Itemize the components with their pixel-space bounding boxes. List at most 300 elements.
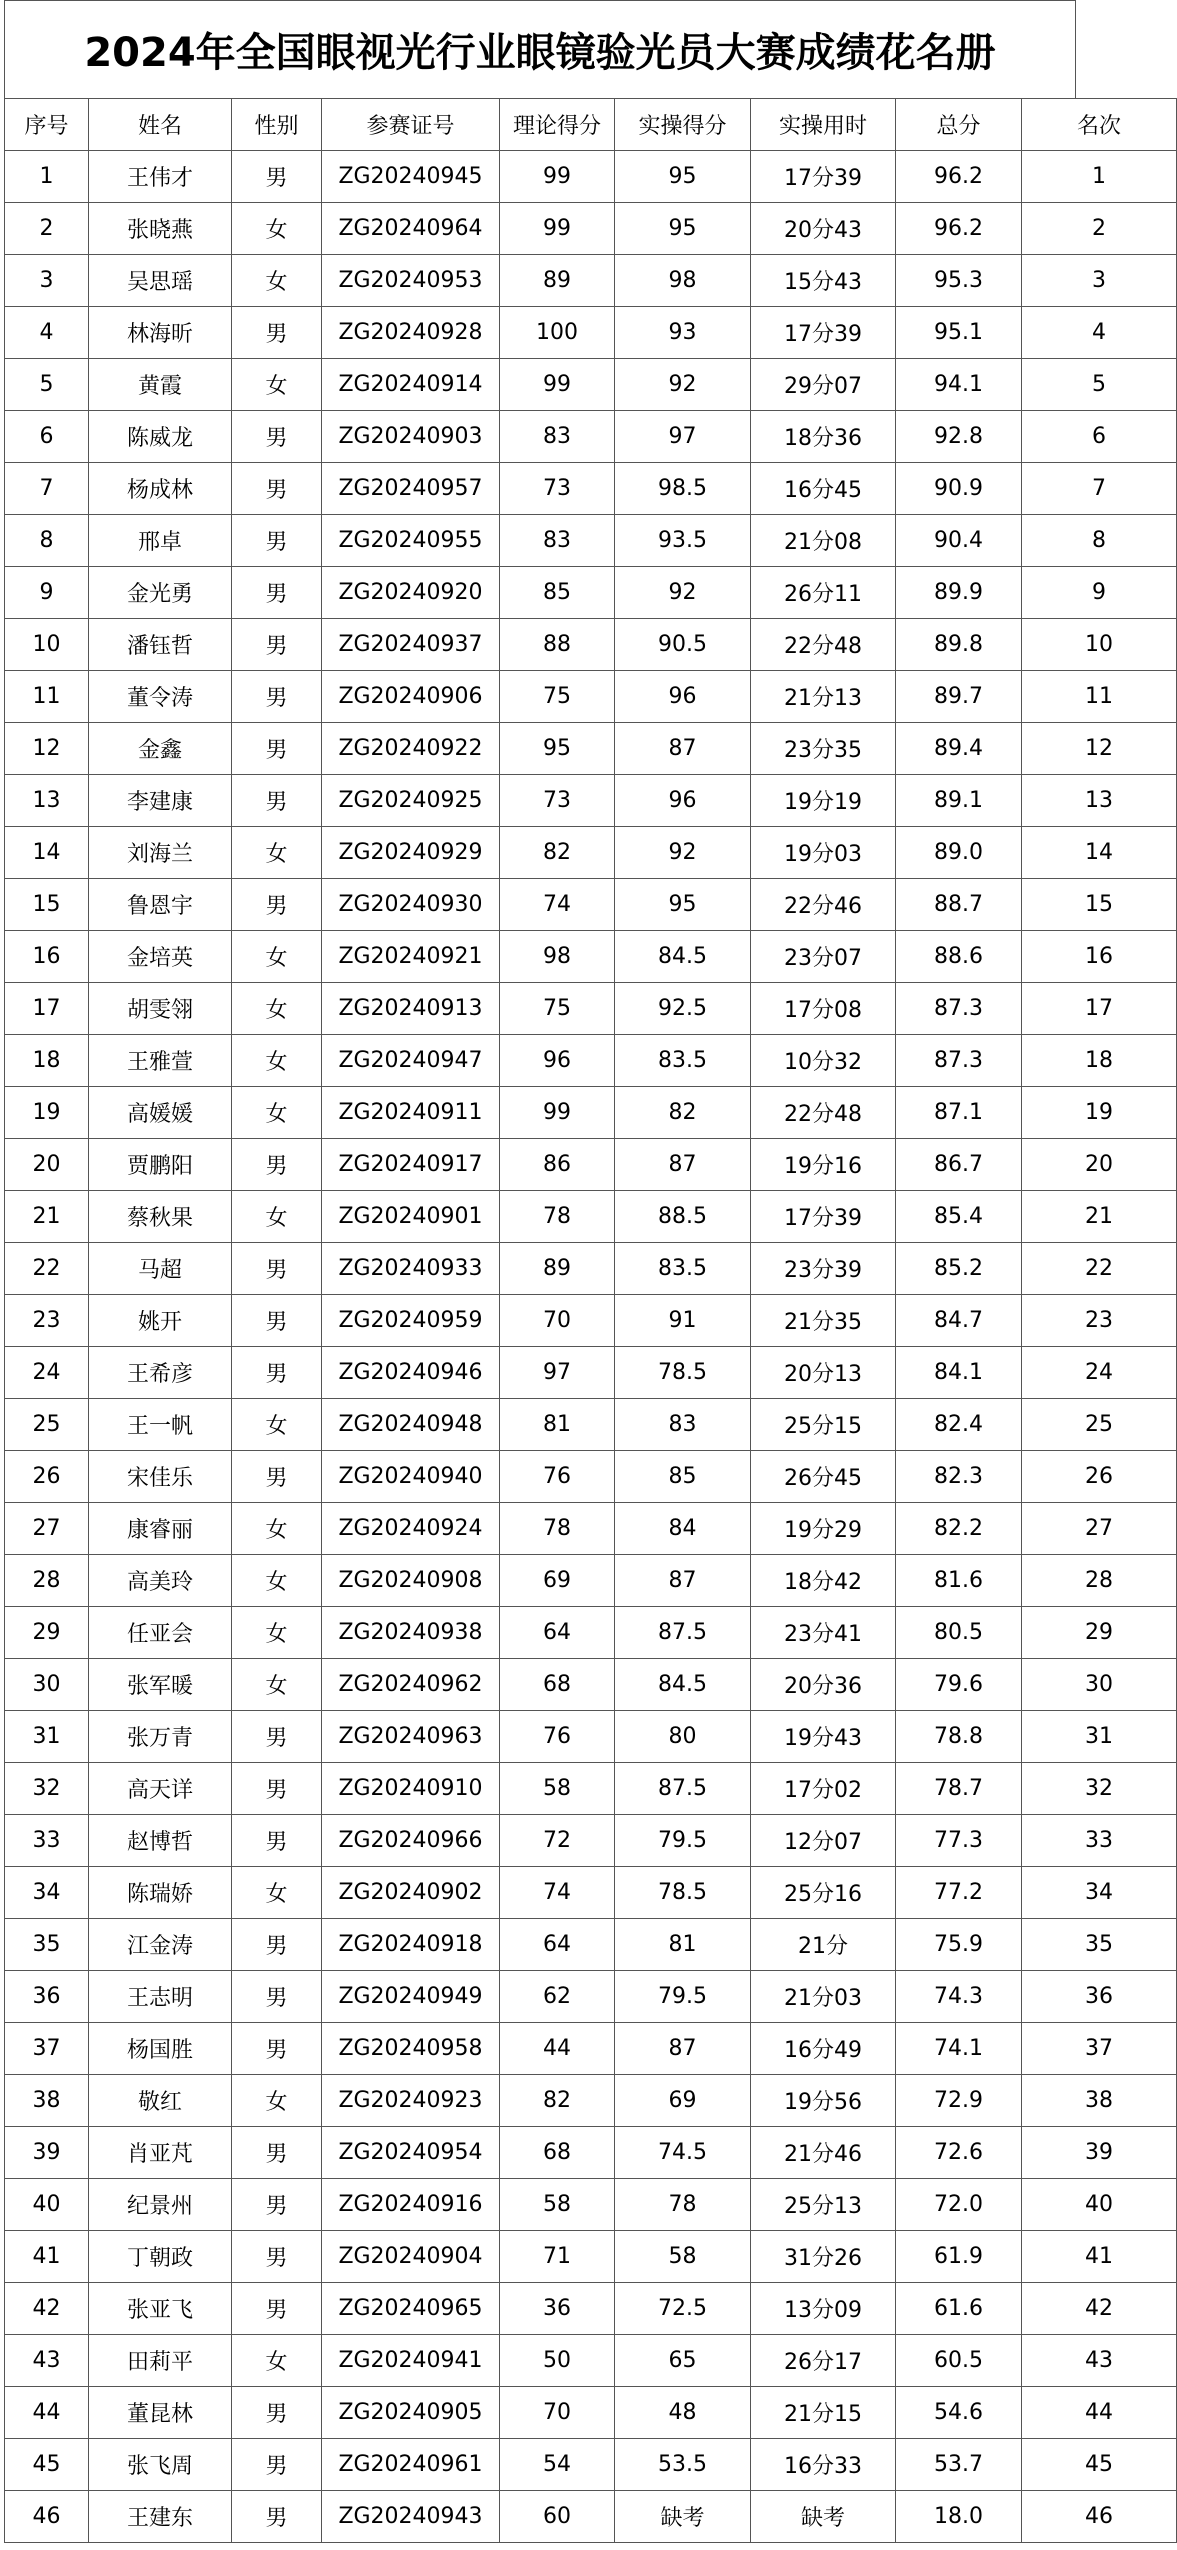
cell-total-score: 61.6 (896, 2282, 1022, 2334)
cell-gender: 男 (232, 2282, 322, 2334)
cell-practical-score: 87.5 (615, 1762, 751, 1814)
score-roster (4, 0, 1121, 2543)
cell-total-score: 74.3 (896, 1970, 1022, 2022)
cell-total-score: 74.1 (896, 2022, 1022, 2074)
cell-gender: 男 (232, 1710, 322, 1762)
cell-gender: 男 (232, 1970, 322, 2022)
cell-practical-score: 92 (615, 358, 751, 410)
table-row (5, 2178, 1177, 2230)
cell-total-score: 85.2 (896, 1242, 1022, 1294)
cell-theory-score: 95 (500, 722, 615, 774)
cell-practical-time: 17分02 (751, 1762, 896, 1814)
cell-serial: 4 (5, 306, 89, 358)
cell-gender: 女 (232, 1658, 322, 1710)
header-total-score: 总分 (896, 99, 1022, 151)
cell-serial: 30 (5, 1658, 89, 1710)
cell-rank: 12 (1022, 722, 1177, 774)
cell-serial: 31 (5, 1710, 89, 1762)
table-row (5, 1398, 1177, 1450)
cell-gender: 女 (232, 1866, 322, 1918)
cell-serial: 43 (5, 2334, 89, 2386)
cell-entry-id: ZG20240928 (322, 306, 500, 358)
cell-practical-time: 31分26 (751, 2230, 896, 2282)
cell-total-score: 72.6 (896, 2126, 1022, 2178)
cell-name: 邢卓 (89, 514, 232, 566)
cell-theory-score: 83 (500, 514, 615, 566)
cell-name: 杨成林 (89, 462, 232, 514)
cell-name: 林海昕 (89, 306, 232, 358)
cell-name: 王希彦 (89, 1346, 232, 1398)
cell-total-score: 77.2 (896, 1866, 1022, 1918)
cell-name: 王一帆 (89, 1398, 232, 1450)
cell-theory-score: 74 (500, 1866, 615, 1918)
cell-entry-id: ZG20240933 (322, 1242, 500, 1294)
cell-serial: 12 (5, 722, 89, 774)
cell-practical-score: 79.5 (615, 1814, 751, 1866)
cell-rank: 33 (1022, 1814, 1177, 1866)
cell-entry-id: ZG20240946 (322, 1346, 500, 1398)
cell-name: 陈威龙 (89, 410, 232, 462)
cell-practical-score: 78 (615, 2178, 751, 2230)
cell-practical-time: 29分07 (751, 358, 896, 410)
cell-practical-score: 87.5 (615, 1606, 751, 1658)
cell-gender: 男 (232, 566, 322, 618)
cell-serial: 1 (5, 150, 89, 202)
cell-rank: 39 (1022, 2126, 1177, 2178)
header-entry-id: 参赛证号 (322, 99, 500, 151)
cell-rank: 5 (1022, 358, 1177, 410)
table-row (5, 1762, 1177, 1814)
cell-rank: 26 (1022, 1450, 1177, 1502)
cell-entry-id: ZG20240908 (322, 1554, 500, 1606)
cell-entry-id: ZG20240901 (322, 1190, 500, 1242)
cell-total-score: 82.2 (896, 1502, 1022, 1554)
cell-theory-score: 72 (500, 1814, 615, 1866)
cell-rank: 46 (1022, 2490, 1177, 2542)
cell-name: 黄霞 (89, 358, 232, 410)
cell-gender: 男 (232, 2386, 322, 2438)
cell-gender: 男 (232, 1242, 322, 1294)
cell-total-score: 84.7 (896, 1294, 1022, 1346)
cell-total-score: 60.5 (896, 2334, 1022, 2386)
cell-rank: 41 (1022, 2230, 1177, 2282)
cell-gender: 女 (232, 1190, 322, 1242)
cell-serial: 28 (5, 1554, 89, 1606)
cell-rank: 23 (1022, 1294, 1177, 1346)
cell-serial: 25 (5, 1398, 89, 1450)
cell-gender: 男 (232, 2438, 322, 2490)
cell-entry-id: ZG20240958 (322, 2022, 500, 2074)
table-row (5, 2386, 1177, 2438)
cell-total-score: 61.9 (896, 2230, 1022, 2282)
cell-rank: 1 (1022, 150, 1177, 202)
cell-entry-id: ZG20240955 (322, 514, 500, 566)
cell-entry-id: ZG20240916 (322, 2178, 500, 2230)
cell-gender: 男 (232, 410, 322, 462)
table-row (5, 410, 1177, 462)
cell-rank: 31 (1022, 1710, 1177, 1762)
table-row (5, 722, 1177, 774)
cell-serial: 9 (5, 566, 89, 618)
table-row (5, 358, 1177, 410)
cell-name: 康睿丽 (89, 1502, 232, 1554)
cell-name: 王志明 (89, 1970, 232, 2022)
cell-serial: 2 (5, 202, 89, 254)
cell-rank: 16 (1022, 930, 1177, 982)
cell-entry-id: ZG20240962 (322, 1658, 500, 1710)
cell-theory-score: 81 (500, 1398, 615, 1450)
cell-practical-score: 87 (615, 2022, 751, 2074)
table-row (5, 2230, 1177, 2282)
cell-total-score: 89.8 (896, 618, 1022, 670)
cell-gender: 男 (232, 1762, 322, 1814)
cell-practical-time: 25分13 (751, 2178, 896, 2230)
cell-gender: 男 (232, 1346, 322, 1398)
cell-entry-id: ZG20240914 (322, 358, 500, 410)
cell-gender: 女 (232, 1034, 322, 1086)
cell-rank: 14 (1022, 826, 1177, 878)
cell-theory-score: 78 (500, 1190, 615, 1242)
cell-entry-id: ZG20240918 (322, 1918, 500, 1970)
cell-practical-time: 26分11 (751, 566, 896, 618)
cell-total-score: 75.9 (896, 1918, 1022, 1970)
cell-practical-score: 缺考 (615, 2490, 751, 2542)
cell-gender: 女 (232, 202, 322, 254)
cell-total-score: 78.8 (896, 1710, 1022, 1762)
cell-serial: 37 (5, 2022, 89, 2074)
cell-rank: 34 (1022, 1866, 1177, 1918)
cell-rank: 45 (1022, 2438, 1177, 2490)
cell-serial: 17 (5, 982, 89, 1034)
cell-gender: 女 (232, 826, 322, 878)
cell-serial: 35 (5, 1918, 89, 1970)
cell-rank: 6 (1022, 410, 1177, 462)
cell-practical-time: 21分35 (751, 1294, 896, 1346)
table-row (5, 1918, 1177, 1970)
table-row (5, 1138, 1177, 1190)
cell-entry-id: ZG20240905 (322, 2386, 500, 2438)
cell-name: 金鑫 (89, 722, 232, 774)
cell-rank: 35 (1022, 1918, 1177, 1970)
cell-total-score: 78.7 (896, 1762, 1022, 1814)
cell-theory-score: 83 (500, 410, 615, 462)
cell-name: 张晓燕 (89, 202, 232, 254)
cell-total-score: 89.7 (896, 670, 1022, 722)
cell-theory-score: 98 (500, 930, 615, 982)
cell-total-score: 72.0 (896, 2178, 1022, 2230)
cell-practical-score: 53.5 (615, 2438, 751, 2490)
cell-rank: 43 (1022, 2334, 1177, 2386)
cell-theory-score: 86 (500, 1138, 615, 1190)
cell-rank: 13 (1022, 774, 1177, 826)
cell-theory-score: 71 (500, 2230, 615, 2282)
cell-practical-time: 20分13 (751, 1346, 896, 1398)
cell-name: 田莉平 (89, 2334, 232, 2386)
cell-total-score: 72.9 (896, 2074, 1022, 2126)
cell-theory-score: 68 (500, 2126, 615, 2178)
cell-serial: 23 (5, 1294, 89, 1346)
cell-name: 金培英 (89, 930, 232, 982)
cell-gender: 男 (232, 774, 322, 826)
cell-practical-time: 17分39 (751, 1190, 896, 1242)
cell-entry-id: ZG20240906 (322, 670, 500, 722)
cell-entry-id: ZG20240938 (322, 1606, 500, 1658)
table-row (5, 618, 1177, 670)
table-row (5, 982, 1177, 1034)
cell-practical-score: 65 (615, 2334, 751, 2386)
cell-name: 纪景州 (89, 2178, 232, 2230)
header-practical-time: 实操用时 (751, 99, 896, 151)
cell-practical-time: 23分39 (751, 1242, 896, 1294)
cell-practical-time: 21分 (751, 1918, 896, 1970)
table-row (5, 2438, 1177, 2490)
cell-practical-time: 19分43 (751, 1710, 896, 1762)
cell-practical-time: 19分16 (751, 1138, 896, 1190)
cell-name: 任亚会 (89, 1606, 232, 1658)
cell-gender: 男 (232, 462, 322, 514)
cell-serial: 33 (5, 1814, 89, 1866)
cell-practical-time: 26分17 (751, 2334, 896, 2386)
cell-name: 王伟才 (89, 150, 232, 202)
cell-gender: 女 (232, 1398, 322, 1450)
cell-name: 董昆林 (89, 2386, 232, 2438)
header-serial: 序号 (5, 99, 89, 151)
cell-rank: 17 (1022, 982, 1177, 1034)
cell-practical-time: 17分08 (751, 982, 896, 1034)
cell-theory-score: 99 (500, 358, 615, 410)
cell-rank: 11 (1022, 670, 1177, 722)
cell-practical-time: 20分43 (751, 202, 896, 254)
cell-practical-score: 83 (615, 1398, 751, 1450)
cell-gender: 女 (232, 1606, 322, 1658)
cell-practical-time: 21分13 (751, 670, 896, 722)
cell-practical-score: 87 (615, 1138, 751, 1190)
table-row (5, 1866, 1177, 1918)
cell-total-score: 89.0 (896, 826, 1022, 878)
cell-gender: 男 (232, 306, 322, 358)
cell-theory-score: 62 (500, 1970, 615, 2022)
table-row (5, 1970, 1177, 2022)
header-practical-score: 实操得分 (615, 99, 751, 151)
cell-serial: 41 (5, 2230, 89, 2282)
cell-rank: 29 (1022, 1606, 1177, 1658)
page-title: 2024年全国眼视光行业眼镜验光员大赛成绩花名册 (4, 0, 1076, 98)
cell-theory-score: 50 (500, 2334, 615, 2386)
cell-name: 吴思瑶 (89, 254, 232, 306)
table-row (5, 2490, 1177, 2542)
cell-rank: 21 (1022, 1190, 1177, 1242)
cell-theory-score: 97 (500, 1346, 615, 1398)
cell-gender: 男 (232, 1918, 322, 1970)
cell-entry-id: ZG20240964 (322, 202, 500, 254)
cell-serial: 18 (5, 1034, 89, 1086)
cell-total-score: 79.6 (896, 1658, 1022, 1710)
cell-total-score: 81.6 (896, 1554, 1022, 1606)
cell-entry-id: ZG20240921 (322, 930, 500, 982)
cell-entry-id: ZG20240929 (322, 826, 500, 878)
cell-theory-score: 75 (500, 982, 615, 1034)
cell-name: 鲁恩宇 (89, 878, 232, 930)
cell-practical-score: 58 (615, 2230, 751, 2282)
cell-practical-score: 74.5 (615, 2126, 751, 2178)
table-body (5, 150, 1177, 2542)
cell-rank: 7 (1022, 462, 1177, 514)
cell-total-score: 85.4 (896, 1190, 1022, 1242)
cell-rank: 40 (1022, 2178, 1177, 2230)
cell-name: 张军暖 (89, 1658, 232, 1710)
cell-gender: 男 (232, 878, 322, 930)
cell-practical-score: 95 (615, 202, 751, 254)
cell-practical-time: 10分32 (751, 1034, 896, 1086)
cell-practical-score: 87 (615, 1554, 751, 1606)
cell-practical-score: 97 (615, 410, 751, 462)
cell-name: 王建东 (89, 2490, 232, 2542)
header-name: 姓名 (89, 99, 232, 151)
cell-practical-score: 48 (615, 2386, 751, 2438)
cell-total-score: 90.9 (896, 462, 1022, 514)
cell-entry-id: ZG20240961 (322, 2438, 500, 2490)
cell-name: 张飞周 (89, 2438, 232, 2490)
cell-practical-time: 26分45 (751, 1450, 896, 1502)
table-row (5, 306, 1177, 358)
cell-serial: 8 (5, 514, 89, 566)
cell-practical-time: 19分03 (751, 826, 896, 878)
table-row (5, 1710, 1177, 1762)
cell-name: 刘海兰 (89, 826, 232, 878)
table-row (5, 2126, 1177, 2178)
cell-gender: 男 (232, 2230, 322, 2282)
cell-practical-score: 92 (615, 566, 751, 618)
cell-practical-score: 87 (615, 722, 751, 774)
cell-practical-score: 83.5 (615, 1242, 751, 1294)
cell-theory-score: 78 (500, 1502, 615, 1554)
cell-entry-id: ZG20240954 (322, 2126, 500, 2178)
cell-practical-score: 90.5 (615, 618, 751, 670)
cell-serial: 29 (5, 1606, 89, 1658)
cell-theory-score: 68 (500, 1658, 615, 1710)
cell-gender: 男 (232, 2490, 322, 2542)
cell-entry-id: ZG20240949 (322, 1970, 500, 2022)
cell-name: 王雅萱 (89, 1034, 232, 1086)
cell-theory-score: 88 (500, 618, 615, 670)
cell-gender: 女 (232, 1554, 322, 1606)
cell-theory-score: 64 (500, 1606, 615, 1658)
cell-entry-id: ZG20240903 (322, 410, 500, 462)
cell-entry-id: ZG20240959 (322, 1294, 500, 1346)
cell-practical-score: 78.5 (615, 1866, 751, 1918)
cell-total-score: 96.2 (896, 150, 1022, 202)
cell-practical-time: 15分43 (751, 254, 896, 306)
cell-entry-id: ZG20240943 (322, 2490, 500, 2542)
cell-serial: 46 (5, 2490, 89, 2542)
cell-total-score: 18.0 (896, 2490, 1022, 2542)
cell-practical-score: 81 (615, 1918, 751, 1970)
cell-theory-score: 89 (500, 1242, 615, 1294)
cell-practical-score: 96 (615, 670, 751, 722)
cell-practical-score: 78.5 (615, 1346, 751, 1398)
cell-entry-id: ZG20240930 (322, 878, 500, 930)
cell-serial: 32 (5, 1762, 89, 1814)
cell-rank: 10 (1022, 618, 1177, 670)
cell-entry-id: ZG20240923 (322, 2074, 500, 2126)
cell-name: 高媛媛 (89, 1086, 232, 1138)
cell-practical-score: 84 (615, 1502, 751, 1554)
cell-entry-id: ZG20240963 (322, 1710, 500, 1762)
cell-total-score: 80.5 (896, 1606, 1022, 1658)
cell-gender: 女 (232, 930, 322, 982)
table-row (5, 1658, 1177, 1710)
cell-theory-score: 96 (500, 1034, 615, 1086)
cell-gender: 女 (232, 358, 322, 410)
cell-gender: 女 (232, 254, 322, 306)
cell-practical-time: 19分19 (751, 774, 896, 826)
cell-serial: 10 (5, 618, 89, 670)
cell-total-score: 53.7 (896, 2438, 1022, 2490)
cell-serial: 21 (5, 1190, 89, 1242)
table-row (5, 774, 1177, 826)
table-row (5, 1242, 1177, 1294)
cell-theory-score: 100 (500, 306, 615, 358)
cell-practical-time: 17分39 (751, 150, 896, 202)
cell-total-score: 88.6 (896, 930, 1022, 982)
cell-name: 胡雯翎 (89, 982, 232, 1034)
cell-name: 张万青 (89, 1710, 232, 1762)
cell-entry-id: ZG20240937 (322, 618, 500, 670)
cell-entry-id: ZG20240940 (322, 1450, 500, 1502)
cell-gender: 男 (232, 670, 322, 722)
cell-gender: 男 (232, 618, 322, 670)
cell-gender: 女 (232, 2334, 322, 2386)
cell-rank: 36 (1022, 1970, 1177, 2022)
cell-total-score: 82.3 (896, 1450, 1022, 1502)
cell-total-score: 88.7 (896, 878, 1022, 930)
cell-name: 贾鹏阳 (89, 1138, 232, 1190)
cell-theory-score: 74 (500, 878, 615, 930)
cell-serial: 42 (5, 2282, 89, 2334)
cell-theory-score: 85 (500, 566, 615, 618)
cell-practical-time: 21分03 (751, 1970, 896, 2022)
cell-practical-score: 80 (615, 1710, 751, 1762)
cell-entry-id: ZG20240920 (322, 566, 500, 618)
cell-theory-score: 54 (500, 2438, 615, 2490)
cell-theory-score: 75 (500, 670, 615, 722)
cell-name: 金光勇 (89, 566, 232, 618)
cell-entry-id: ZG20240965 (322, 2282, 500, 2334)
table-row (5, 1086, 1177, 1138)
cell-rank: 3 (1022, 254, 1177, 306)
cell-total-score: 92.8 (896, 410, 1022, 462)
cell-practical-time: 22分48 (751, 618, 896, 670)
table-row (5, 1606, 1177, 1658)
cell-name: 蔡秋果 (89, 1190, 232, 1242)
table-row (5, 1554, 1177, 1606)
table-row (5, 1294, 1177, 1346)
table-row (5, 462, 1177, 514)
cell-rank: 27 (1022, 1502, 1177, 1554)
cell-gender: 女 (232, 2074, 322, 2126)
cell-serial: 5 (5, 358, 89, 410)
cell-gender: 男 (232, 1450, 322, 1502)
cell-theory-score: 58 (500, 1762, 615, 1814)
cell-theory-score: 44 (500, 2022, 615, 2074)
cell-rank: 8 (1022, 514, 1177, 566)
cell-gender: 男 (232, 2126, 322, 2178)
cell-practical-time: 21分15 (751, 2386, 896, 2438)
cell-name: 宋佳乐 (89, 1450, 232, 1502)
cell-practical-score: 69 (615, 2074, 751, 2126)
table-row (5, 514, 1177, 566)
cell-name: 潘钰哲 (89, 618, 232, 670)
